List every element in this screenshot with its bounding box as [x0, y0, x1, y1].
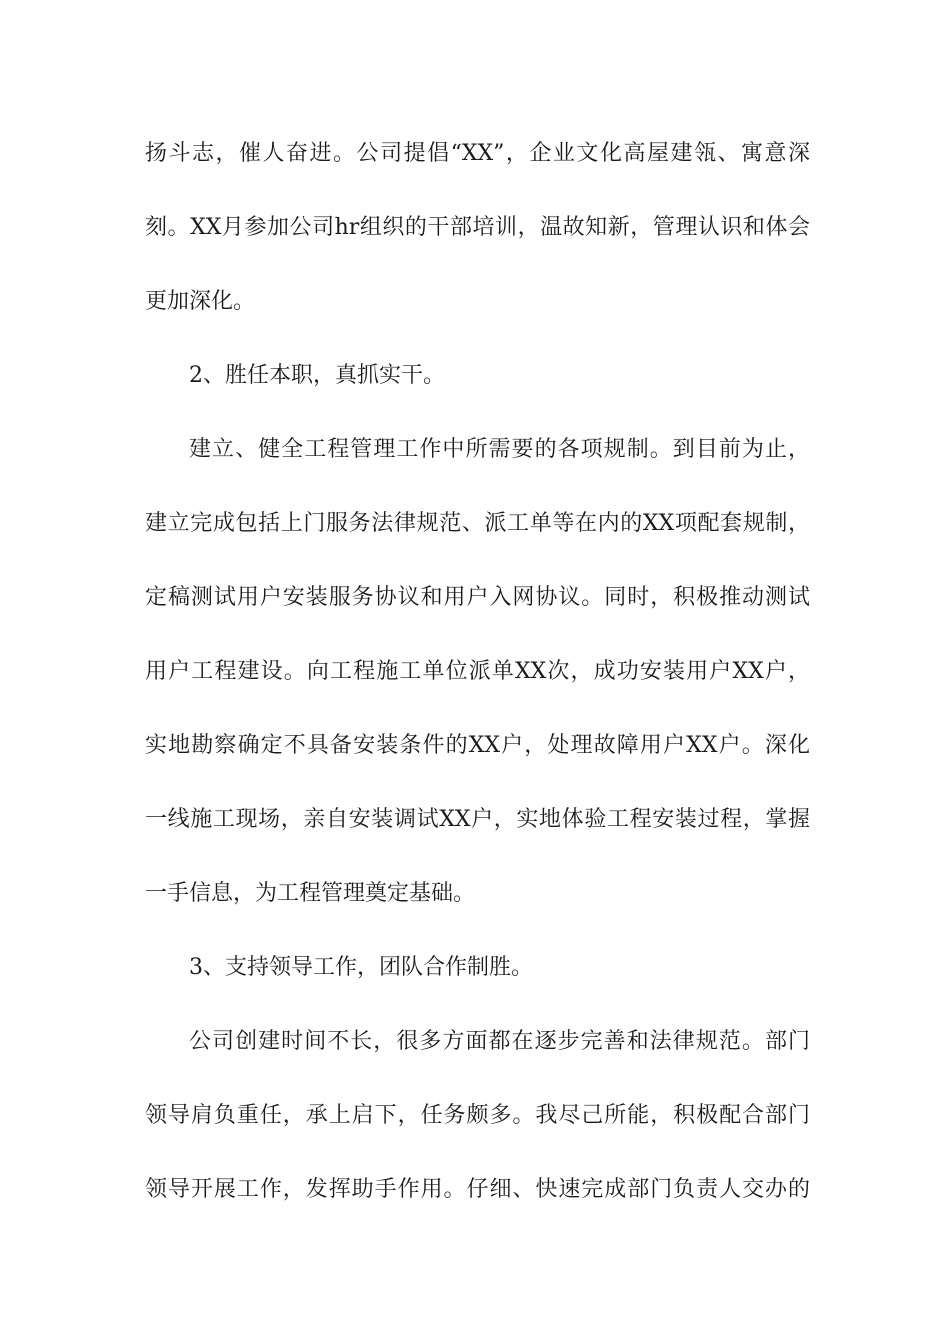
- text-line: 更加深化。: [145, 289, 256, 314]
- section-heading: 2、胜任本职，真抓实干。: [189, 363, 445, 388]
- paragraph-start-line: 建立、健全工程管理工作中所需要的各项规制。到目前为止，: [189, 437, 810, 462]
- text-line: 实地勘察确定不具备安装条件的XX户，处理故障用户XX户。深化: [145, 733, 810, 758]
- text-line: 刻。XX月参加公司hr组织的干部培训，温故知新，管理认识和体会: [145, 215, 810, 240]
- text-line: 领导肩负重任，承上启下，任务颇多。我尽己所能，积极配合部门: [145, 1103, 810, 1128]
- text-line: 定稿测试用户安装服务协议和用户入网协议。同时，积极推动测试: [145, 585, 810, 610]
- text-line: 用户工程建设。向工程施工单位派单XX次，成功安装用户XX户，: [145, 659, 810, 684]
- text-line: 领导开展工作，发挥助手作用。仔细、快速完成部门负责人交办的: [145, 1177, 810, 1202]
- document-body: [145, 134, 810, 1244]
- text-line: 一线施工现场，亲自安装调试XX户，实地体验工程安装过程，掌握: [145, 807, 810, 832]
- text-line: 建立完成包括上门服务法律规范、派工单等在内的XX项配套规制，: [145, 511, 810, 536]
- paragraph-start-line: 公司创建时间不长，很多方面都在逐步完善和法律规范。部门: [189, 1029, 810, 1054]
- text-line: 一手信息，为工程管理奠定基础。: [145, 881, 476, 906]
- section-heading: 3、支持领导工作，团队合作制胜。: [189, 955, 533, 980]
- text-line: 扬斗志，催人奋进。公司提倡“XX”，企业文化高屋建瓴、寓意深: [145, 141, 810, 166]
